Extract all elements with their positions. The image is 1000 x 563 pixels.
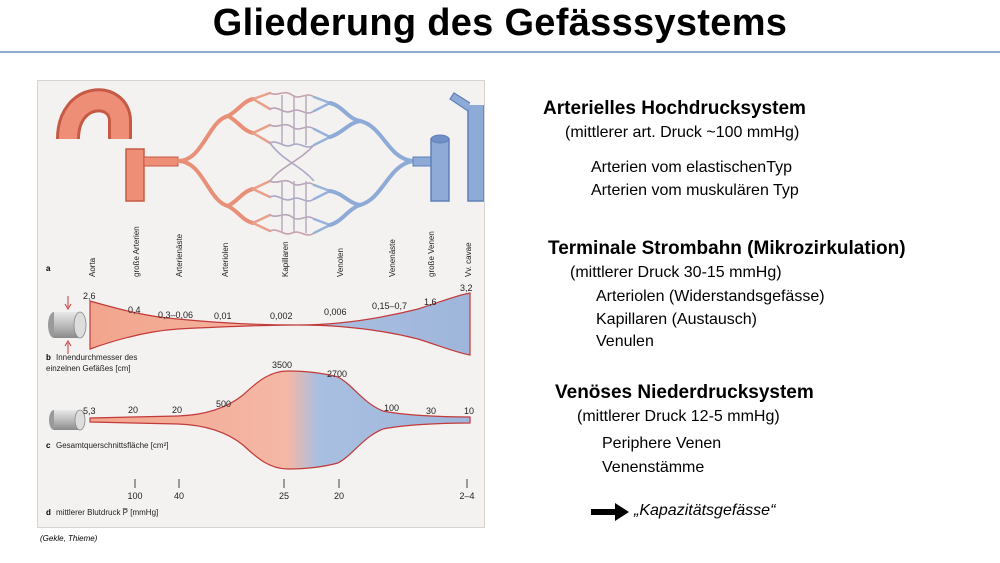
panel-b-caption-line1: Innendurchmesser des	[56, 353, 138, 362]
diameter-value-venae-cavae: 3,2	[460, 283, 473, 293]
panel-a-letter: a	[46, 264, 51, 273]
vessel-label-arterial-branches: Arterienäste	[175, 233, 184, 277]
area-value-large-veins: 30	[426, 406, 437, 416]
vascular-diagram-svg	[38, 81, 484, 527]
sub-arterial: (mittlerer art. Druck ~100 mmHg)	[565, 124, 800, 141]
vessel-label-large-arteries: große Arterien	[132, 226, 141, 277]
sub-terminal: (mittlerer Druck 30-15 mmHg)	[570, 264, 782, 281]
diameter-value-aorta: 2,6	[83, 291, 96, 301]
item-venous-trunks: Venenstämme	[602, 459, 705, 476]
item-arterial-elastic: Arterien vom elastischenTyp	[591, 159, 792, 176]
item-terminal-venules: Venulen	[596, 333, 654, 350]
panel-b-caption-line2: einzelnen Gefäßes [cm]	[46, 364, 131, 373]
diameter-value-venules: 0,006	[324, 307, 347, 317]
pressure-value-venae-cavae: 2–4	[459, 491, 475, 501]
vessel-label-capillaries: Kapillaren	[281, 241, 290, 277]
diameter-value-arterioles: 0,01	[214, 311, 232, 321]
panel-d-letter: d	[46, 508, 51, 517]
vascular-figure	[37, 80, 485, 528]
area-value-large-arteries: 20	[128, 405, 139, 415]
pressure-value-arterial-branches: 40	[173, 491, 185, 501]
title-divider	[0, 51, 1000, 53]
diameter-value-large-veins: 1,6	[424, 297, 437, 307]
diameter-value-large-arteries: 0,4	[128, 305, 141, 315]
vessel-tree-illustration	[68, 93, 484, 235]
arrow-right-icon	[591, 502, 629, 522]
panel-b-letter: b	[46, 353, 51, 362]
area-value-venules: 2700	[327, 369, 348, 379]
pressure-ticks	[135, 479, 467, 488]
vessel-label-large-veins: große Venen	[427, 231, 436, 277]
item-arterial-muscular: Arterien vom muskulären Typ	[591, 182, 799, 199]
vessel-label-arterioles: Arteriolen	[221, 242, 230, 277]
pressure-value-capillaries: 25	[278, 491, 290, 501]
page-title: Gliederung des Gefässsystems	[212, 2, 788, 44]
sub-venous: (mittlerer Druck 12-5 mmHg)	[577, 408, 780, 425]
pressure-value-venules: 20	[333, 491, 345, 501]
heading-venous: Venöses Niederdrucksystem	[555, 382, 814, 403]
cross-section-profile	[49, 371, 470, 469]
figure-credit: (Gekle, Thieme)	[40, 534, 98, 543]
vessel-label-venous-branches: Venenäste	[388, 239, 397, 277]
heading-terminal: Terminale Strombahn (Mikrozirkulation)	[548, 238, 906, 259]
area-value-arterioles: 500	[216, 399, 232, 409]
heading-arterial: Arterielles Hochdrucksystem	[543, 98, 806, 119]
pressure-value-large-arteries: 100	[127, 491, 143, 501]
diameter-value-venous-branches: 0,15–0,7	[372, 301, 408, 311]
area-value-capillaries: 3500	[272, 360, 293, 370]
area-value-aorta: 5,3	[83, 406, 96, 416]
item-terminal-arterioles: Arteriolen (Widerstandsgefässe)	[596, 288, 825, 305]
panel-c-letter: c	[46, 441, 51, 450]
vessel-label-venules: Venolen	[336, 248, 345, 277]
panel-c-caption: Gesamtquerschnittsfläche [cm²]	[56, 441, 169, 450]
area-value-venous-branches: 100	[384, 403, 400, 413]
area-value-venae-cavae: 10	[464, 406, 475, 416]
vessel-label-venae-cavae: Vv. cavae	[464, 242, 473, 277]
panel-d-caption: mittlerer Blutdruck P̅ [mmHg]	[56, 508, 159, 517]
item-venous-peripheral: Periphere Venen	[602, 435, 722, 452]
diameter-value-arterial-branches: 0,3–0,06	[158, 310, 194, 320]
area-value-arterial-branches: 20	[172, 405, 183, 415]
capacity-vessels-label: „Kapazitätsgefässe“	[634, 502, 776, 519]
item-terminal-capillaries: Kapillaren (Austausch)	[596, 311, 757, 328]
diameter-value-capillaries: 0,002	[270, 311, 293, 321]
vessel-label-aorta: Aorta	[88, 257, 97, 277]
